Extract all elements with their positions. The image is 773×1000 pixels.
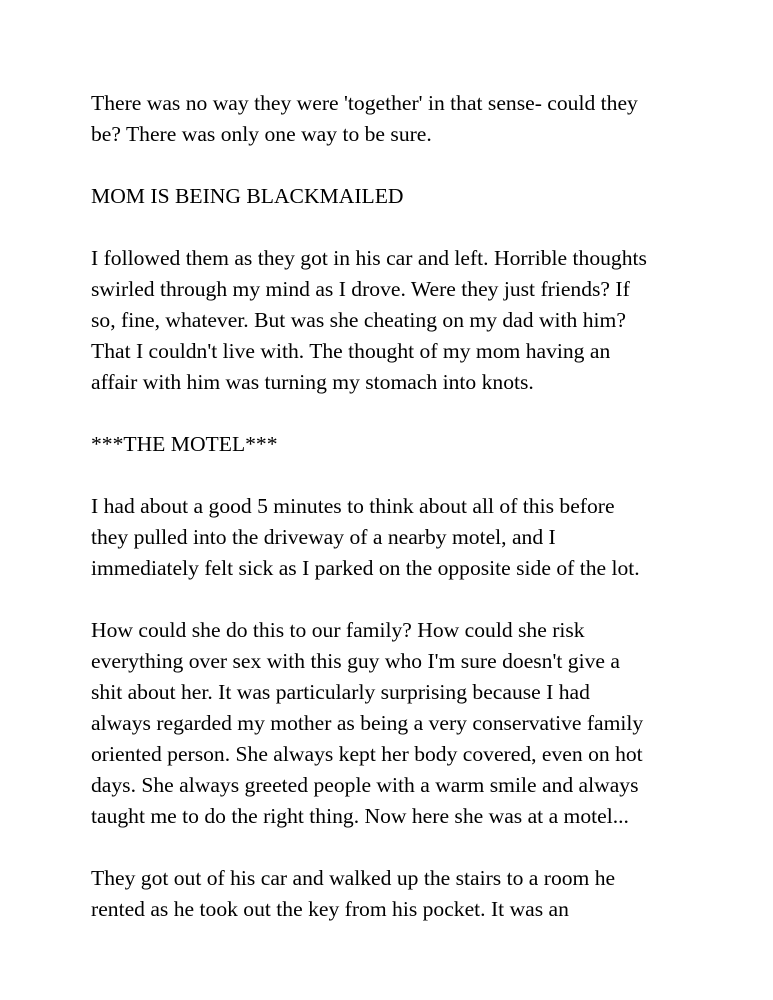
paragraph-family	[91, 615, 691, 832]
text-line: That I couldn't live with. The thought of my mom having an	[91, 339, 611, 363]
text-line: affair with him was turning my stomach into knots.	[91, 370, 534, 394]
text-line: immediately felt sick as I parked on the opposite side of the lot.	[91, 556, 640, 580]
text-line: taught me to do the right thing. Now here she was at a motel...	[91, 804, 629, 828]
heading-text: MOM IS BEING BLACKMAILED	[91, 184, 404, 208]
text-line: everything over sex with this guy who I'm sure doesn't give a	[91, 649, 620, 673]
text-line: I had about a good 5 minutes to think about all of this before	[91, 494, 615, 518]
section-heading	[91, 181, 691, 212]
paragraph-driveway	[91, 491, 691, 584]
text-line: oriented person. She always kept her body covered, even on hot	[91, 742, 643, 766]
text-line: so, fine, whatever. But was she cheating on my dad with him?	[91, 308, 626, 332]
text-line: They got out of his car and walked up the stairs to a room he	[91, 866, 616, 890]
paragraph-followed	[91, 243, 691, 398]
text-line: be? There was only one way to be sure.	[91, 122, 432, 146]
heading-text: ***THE MOTEL***	[91, 432, 278, 456]
text-line: they pulled into the driveway of a nearby motel, and I	[91, 525, 556, 549]
text-line: How could she do this to our family? How could she risk	[91, 618, 585, 642]
text-line: swirled through my mind as I drove. Were they just friends? If	[91, 277, 630, 301]
text-line: rented as he took out the key from his pocket. It was an	[91, 897, 569, 921]
paragraph-intro	[91, 88, 691, 150]
section-heading-motel	[91, 429, 691, 460]
text-line: days. She always greeted people with a warm smile and always	[91, 773, 639, 797]
text-line: always regarded my mother as being a very conservative family	[91, 711, 644, 735]
paragraph-stairs	[91, 863, 691, 925]
text-line: I followed them as they got in his car and left. Horrible thoughts	[91, 246, 647, 270]
document-page	[91, 88, 691, 956]
text-line: There was no way they were 'together' in that sense- could they	[91, 91, 638, 115]
text-line: shit about her. It was particularly surprising because I had	[91, 680, 590, 704]
